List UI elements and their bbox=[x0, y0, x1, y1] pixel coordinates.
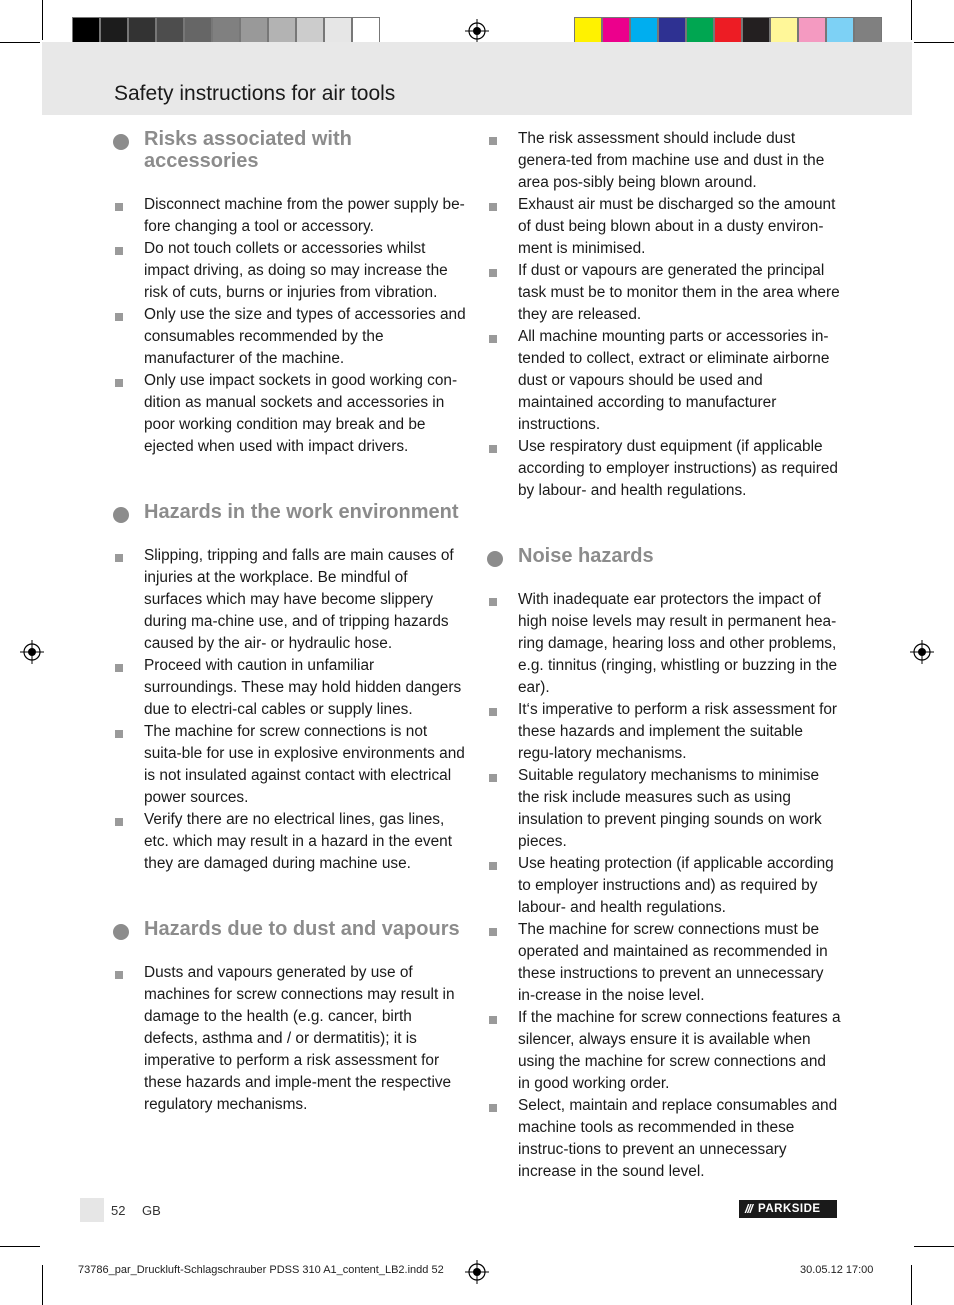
list-item bbox=[487, 765, 842, 853]
color-swatch bbox=[798, 17, 826, 45]
parkside-logo bbox=[739, 1200, 837, 1218]
square-bullet-icon bbox=[489, 137, 497, 145]
crop-mark bbox=[914, 1246, 954, 1247]
list-item-text: The machine for screw connections is not suita-ble for use in explosive environments and is not insulated against contact with electrical power sources. bbox=[144, 723, 465, 806]
section-heading: Hazards due to dust and vapours bbox=[144, 918, 460, 940]
color-swatch bbox=[72, 17, 100, 45]
square-bullet-icon bbox=[115, 818, 123, 826]
color-swatch bbox=[770, 17, 798, 45]
header-band bbox=[42, 42, 912, 115]
list-item-text: The machine for screw connections must be operated and maintained as recommended in these instructions to prevent an unnecessary in-crease in the noise level. bbox=[518, 921, 828, 1004]
list-item bbox=[113, 545, 468, 655]
list-item bbox=[113, 962, 468, 1116]
square-bullet-icon bbox=[489, 203, 497, 211]
section bbox=[113, 128, 468, 458]
heading-bullet-icon bbox=[487, 551, 503, 567]
section-heading: Noise hazards bbox=[518, 545, 654, 567]
color-swatch bbox=[854, 17, 882, 45]
square-bullet-icon bbox=[489, 774, 497, 782]
heading-bullet-icon bbox=[113, 507, 129, 523]
section-heading: Risks associated with accessories bbox=[144, 128, 352, 172]
list-item-text: The risk assessment should include dust genera-ted from machine use and dust in the area pos-sibly being blown around. bbox=[518, 130, 825, 191]
color-swatch bbox=[296, 17, 324, 45]
section bbox=[113, 501, 468, 875]
square-bullet-icon bbox=[489, 1104, 497, 1112]
bullet-list bbox=[113, 962, 468, 1116]
crop-mark bbox=[0, 1246, 40, 1247]
registration-mark-icon bbox=[465, 19, 489, 43]
section-heading-row bbox=[487, 545, 842, 567]
square-bullet-icon bbox=[115, 313, 123, 321]
list-item-text: Suitable regulatory mechanisms to minimise the risk include measures such as using insulation to prevent pinging sounds on work pieces. bbox=[518, 767, 822, 850]
color-swatch bbox=[630, 17, 658, 45]
color-swatch bbox=[184, 17, 212, 45]
list-item bbox=[487, 1095, 842, 1183]
page-number: 52 bbox=[111, 1203, 126, 1218]
section-heading-row bbox=[113, 918, 468, 940]
list-item bbox=[487, 194, 842, 260]
square-bullet-icon bbox=[489, 1016, 497, 1024]
list-item bbox=[487, 436, 842, 502]
list-item bbox=[113, 238, 468, 304]
list-item-text: Only use impact sockets in good working con-dition as manual sockets and accessories in poor working condition may break and be ejected when used with impact drivers. bbox=[144, 372, 458, 455]
square-bullet-icon bbox=[115, 664, 123, 672]
list-item-text: Proceed with caution in unfamiliar surroundings. These may hold hidden dangers due to electri-cal cables or supply lines. bbox=[144, 657, 462, 718]
list-item-text: With inadequate ear protectors the impact of high noise levels may result in permanent hea-ring damage, hearing loss and other problems, e.g. tinnitus (ringing, whistling or buzzing in the ear). bbox=[518, 591, 838, 696]
logo-stripes: /// bbox=[745, 1202, 753, 1216]
color-swatch bbox=[658, 17, 686, 45]
registration-mark-icon bbox=[910, 640, 934, 664]
list-item bbox=[487, 1007, 842, 1095]
square-bullet-icon bbox=[489, 335, 497, 343]
color-swatch bbox=[686, 17, 714, 45]
list-item bbox=[487, 919, 842, 1007]
square-bullet-icon bbox=[115, 379, 123, 387]
bullet-list bbox=[113, 545, 468, 875]
print-slug-file: 73786_par_Druckluft-Schlagschrauber PDSS 310 A1_content_LB2.indd 52 bbox=[78, 1264, 444, 1276]
square-bullet-icon bbox=[115, 730, 123, 738]
list-item-text: Select, maintain and replace consumables and machine tools as recommended in these instruc-tions to prevent an unnecessary increase in the sound level. bbox=[518, 1097, 838, 1180]
heading-bullet-icon bbox=[113, 134, 129, 150]
registration-mark-icon bbox=[465, 1260, 489, 1284]
square-bullet-icon bbox=[489, 928, 497, 936]
list-item-text: Dusts and vapours generated by use of machines for screw connections may result in damage to the health (e.g. cancer, birth defects, asthma and / or dermatitis); it is imperative to perform a risk assessment for these hazards and imple-ment the respective regulatory mechanisms. bbox=[144, 964, 455, 1113]
color-swatch bbox=[826, 17, 854, 45]
list-item bbox=[487, 853, 842, 919]
color-swatch bbox=[714, 17, 742, 45]
color-swatch bbox=[574, 17, 602, 45]
color-swatch bbox=[602, 17, 630, 45]
list-item bbox=[113, 655, 468, 721]
crop-mark bbox=[911, 1265, 912, 1305]
list-item-text: If dust or vapours are generated the principal task must be to monitor them in the area where they are released. bbox=[518, 262, 840, 323]
list-item-text: Verify there are no electrical lines, gas lines, etc. which may result in a hazard in the event they are damaged during machine use. bbox=[144, 811, 452, 872]
list-item-text: Slipping, tripping and falls are main causes of injuries at the workplace. Be mindful of surfaces which may have become slippery during ma-chine use, and of tripping hazards caused by the air- or hydraulic hose. bbox=[144, 547, 454, 652]
footer-marker bbox=[80, 1198, 104, 1222]
color-swatch bbox=[100, 17, 128, 45]
language-code: GB bbox=[142, 1203, 161, 1218]
logo-text: PARKSIDE bbox=[758, 1203, 821, 1215]
list-item-text: Use heating protection (if applicable according to employer instructions and) as required by labour- and health regulations. bbox=[518, 855, 834, 916]
list-item-text: Disconnect machine from the power supply be-fore changing a tool or accessory. bbox=[144, 196, 465, 235]
color-swatch bbox=[324, 17, 352, 45]
page-title: Safety instructions for air tools bbox=[114, 82, 396, 105]
crop-mark bbox=[911, 0, 912, 40]
section-heading-row bbox=[113, 501, 468, 523]
section-noise-hazards bbox=[487, 545, 842, 1183]
list-item bbox=[487, 326, 842, 436]
square-bullet-icon bbox=[115, 247, 123, 255]
square-bullet-icon bbox=[489, 708, 497, 716]
color-swatch bbox=[212, 17, 240, 45]
list-item bbox=[113, 194, 468, 238]
list-item-text: Only use the size and types of accessories and consumables recommended by the manufacturer of the machine. bbox=[144, 306, 466, 367]
list-item-text: It‘s imperative to perform a risk assessment for these hazards and implement the suitable regu-latory mechanisms. bbox=[518, 701, 838, 762]
color-swatch bbox=[128, 17, 156, 45]
square-bullet-icon bbox=[489, 862, 497, 870]
color-swatch bbox=[352, 17, 380, 45]
square-bullet-icon bbox=[115, 554, 123, 562]
crop-mark bbox=[914, 42, 954, 43]
color-swatch bbox=[268, 17, 296, 45]
list-item bbox=[113, 370, 468, 458]
list-item bbox=[487, 260, 842, 326]
list-item bbox=[113, 721, 468, 809]
bullet-list bbox=[113, 194, 468, 458]
heading-bullet-icon bbox=[113, 924, 129, 940]
list-item bbox=[487, 128, 842, 194]
square-bullet-icon bbox=[115, 203, 123, 211]
list-item bbox=[113, 809, 468, 875]
crop-mark bbox=[42, 1265, 43, 1305]
square-bullet-icon bbox=[489, 269, 497, 277]
list-item-text: Exhaust air must be discharged so the amount of dust being blown about in a dusty environ-ment is minimised. bbox=[518, 196, 836, 257]
list-item bbox=[487, 589, 842, 699]
dust-bullets-continued bbox=[487, 128, 842, 502]
square-bullet-icon bbox=[115, 971, 123, 979]
section-heading: Hazards in the work environment bbox=[144, 501, 459, 523]
section bbox=[113, 918, 468, 1116]
left-column bbox=[113, 128, 468, 1116]
list-item-text: Do not touch collets or accessories whilst impact driving, as doing so may increase the risk of cuts, burns or injuries from vibration. bbox=[144, 240, 448, 301]
noise-bullets bbox=[487, 589, 842, 1183]
list-item bbox=[113, 304, 468, 370]
right-column bbox=[487, 128, 842, 1183]
color-swatch bbox=[742, 17, 770, 45]
print-slug-date: 30.05.12 17:00 bbox=[800, 1264, 874, 1276]
color-swatch bbox=[156, 17, 184, 45]
crop-mark bbox=[0, 42, 40, 43]
square-bullet-icon bbox=[489, 445, 497, 453]
list-item bbox=[487, 699, 842, 765]
square-bullet-icon bbox=[489, 598, 497, 606]
registration-mark-icon bbox=[20, 640, 44, 664]
section-heading-row bbox=[113, 128, 468, 172]
crop-mark bbox=[42, 0, 43, 40]
list-item-text: All machine mounting parts or accessories in-tended to collect, extract or eliminate airborne dust or vapours should be used and maintained according to manufacturer instructions. bbox=[518, 328, 830, 433]
list-item-text: If the machine for screw connections features a silencer, always ensure it is available when using the machine for screw connections and in good working order. bbox=[518, 1009, 841, 1092]
color-swatch bbox=[240, 17, 268, 45]
list-item-text: Use respiratory dust equipment (if applicable according to employer instructions) as required by labour- and health regulations. bbox=[518, 438, 838, 499]
